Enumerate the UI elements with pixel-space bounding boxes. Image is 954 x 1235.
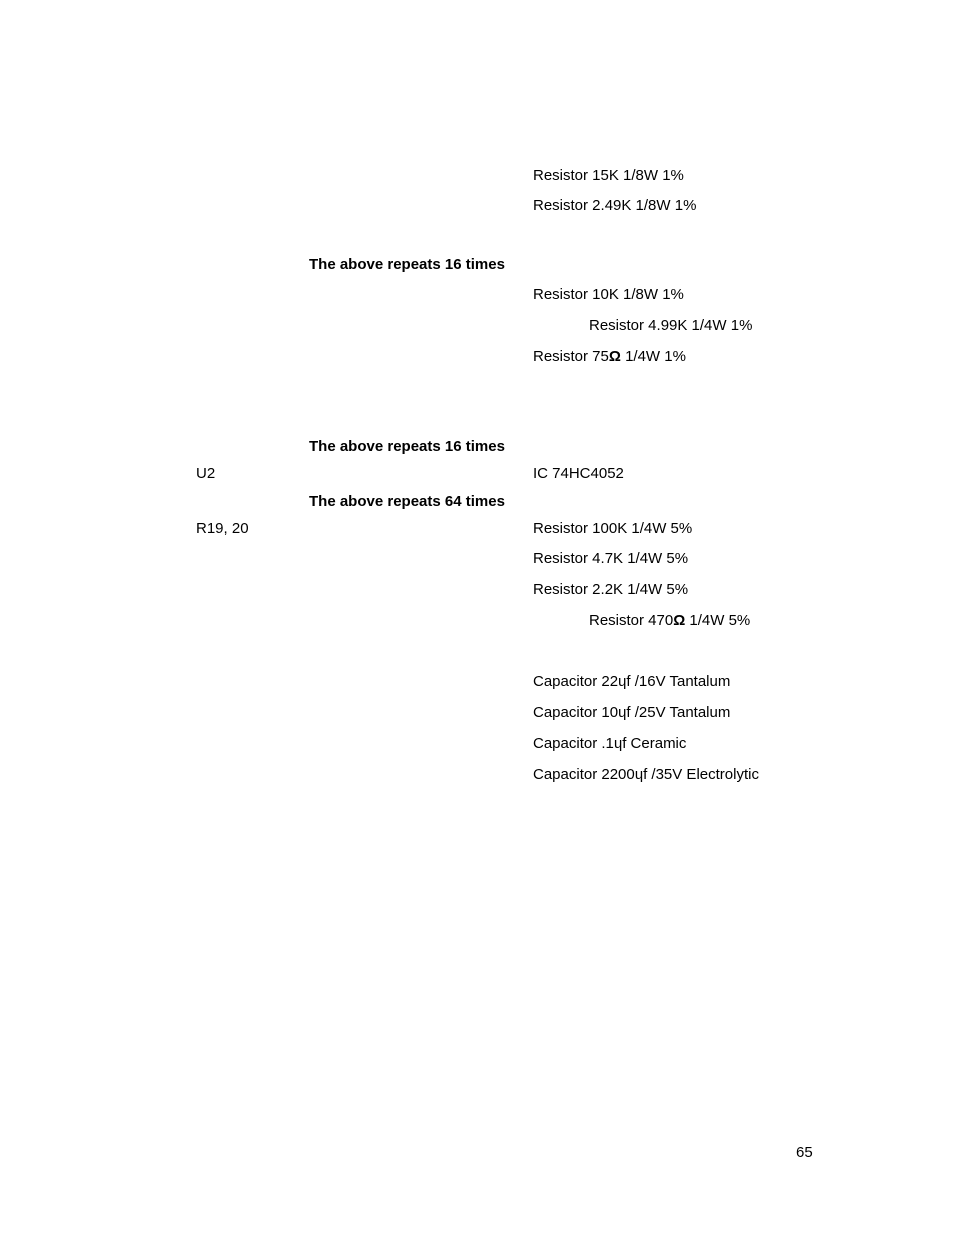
- part-line: Capacitor 10ɥf /25V Tantalum: [533, 704, 731, 721]
- ref-designator: U2: [196, 465, 216, 482]
- part-line: Resistor 2.49K 1/8W 1%: [533, 197, 697, 214]
- ohm-symbol: Ω: [673, 612, 686, 629]
- part-line: Resistor 4.7K 1/4W 5%: [533, 550, 689, 567]
- part-line: IC 74HC4052: [533, 465, 624, 482]
- part-line: Capacitor .1ɥf Ceramic: [533, 735, 687, 752]
- ref-designator: R19, 20: [196, 520, 249, 537]
- repeat-note: The above repeats 16 times: [309, 256, 505, 273]
- part-text: 1/4W 5%: [685, 612, 751, 629]
- part-line: Resistor 10K 1/8W 1%: [533, 286, 684, 303]
- part-text: Resistor 75: [533, 348, 609, 365]
- part-line: Resistor 15K 1/8W 1%: [533, 167, 684, 184]
- part-line: Resistor 100K 1/4W 5%: [533, 520, 693, 537]
- part-line: Capacitor 22ɥf /16V Tantalum: [533, 673, 731, 690]
- page-number: 65: [796, 1144, 813, 1161]
- part-text: 1/4W 1%: [620, 348, 686, 365]
- part-line: [533, 348, 686, 366]
- part-line: Capacitor 2200ɥf /35V Electrolytic: [533, 766, 759, 783]
- ohm-symbol: Ω: [608, 348, 621, 365]
- part-text: Resistor 470: [589, 612, 674, 629]
- part-line: Resistor 4.99K 1/4W 1%: [589, 317, 753, 334]
- repeat-note: The above repeats 64 times: [309, 493, 505, 510]
- part-line: Resistor 2.2K 1/4W 5%: [533, 581, 689, 598]
- repeat-note: The above repeats 16 times: [309, 438, 505, 455]
- part-line: [589, 612, 750, 630]
